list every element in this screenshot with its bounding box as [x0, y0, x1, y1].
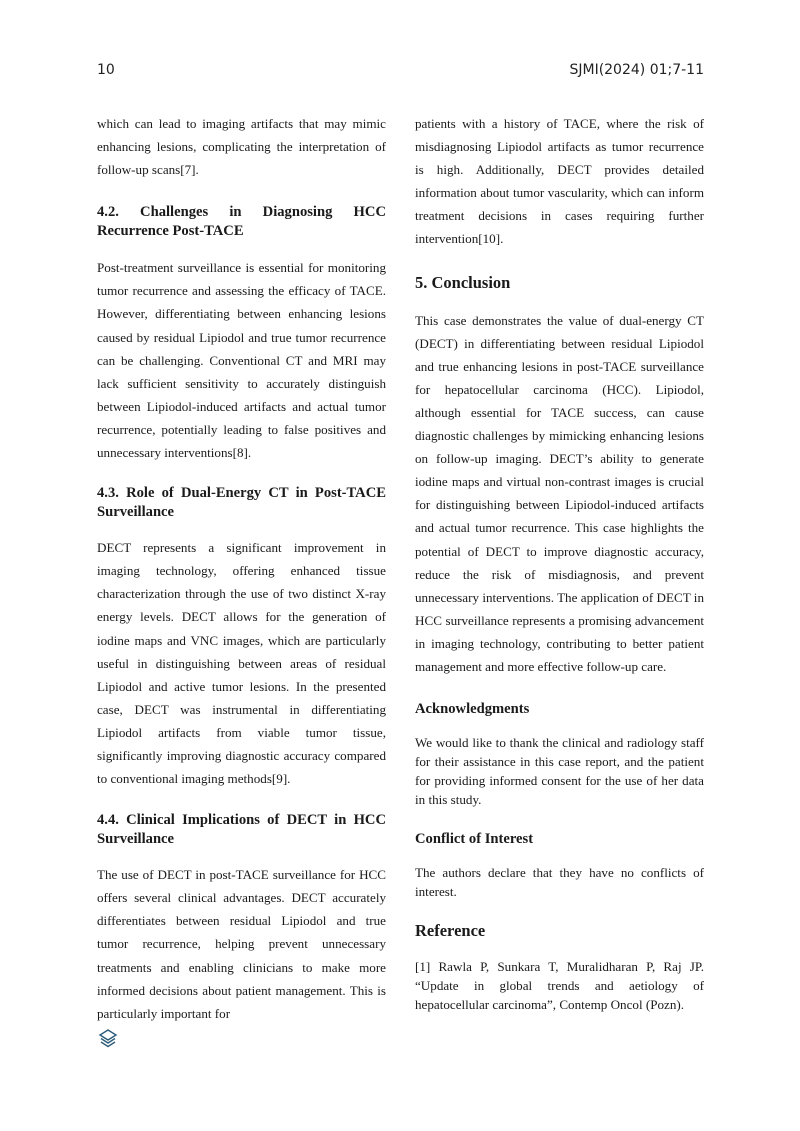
- conclusion-paragraph: This case demonstrates the value of dual-energy CT (DECT) in differentiating between residual Lipiodol and true enhancing lesions in post-TACE surveillance for hepatocellular carcinoma (HCC). Lipiodol, although essential for TACE success, can cause diagnostic challenges by mimicking enhancing lesions on follow-up imaging. DECT’s ability to generate iodine maps and virtual non-contrast images is crucial for distinguishing between Lipiodol-induced artifacts and actual tumor recurrence. This case highlights the potential of DECT to improve diagnostic accuracy, reduce the risk of misdiagnosis, and prevent unnecessary interventions. The application of DECT in HCC surveillance represents a promising advancement in imaging technology, contributing to better patient management and more effective follow-up care.: [415, 312, 704, 674]
- section-4-4-paragraph: The use of DECT in post-TACE surveillance for HCC offers several clinical advantages. DECT accurately differentiates between residual Lipiodol and true tumor recurrence, helping prevent unnecessary treatments and enabling clinicians to make more informed decisions about patient management. This is particularly important for: [97, 867, 386, 1021]
- section-4-4-heading: [97, 811, 386, 849]
- section-4-4-heading-line2: Surveillance: [97, 831, 175, 848]
- section-4-3-heading-line1: 4.3. Role of Dual-Energy CT in Post-TACE: [97, 485, 386, 502]
- intro-paragraph: which can lead to imaging artifacts that may mimic enhancing lesions, complicating the interpretation of follow-up scans[7].: [97, 116, 386, 178]
- acknowledgments-heading: Acknowledgments: [415, 701, 530, 718]
- right-column: [415, 112, 704, 1014]
- left-column: [97, 112, 386, 1025]
- section-4-2-heading: [97, 203, 386, 241]
- reference-item-1: [1] Rawla P, Sunkara T, Muralidharan P, Raj JP. “Update in global trends and aetiology of hepatocellular carcinoma”, Contemp Oncol (Pozn).: [415, 959, 704, 1013]
- page-number: 10: [97, 62, 115, 78]
- conclusion-heading: 5. Conclusion: [415, 272, 511, 292]
- conflict-paragraph: The authors declare that they have no conflicts of interest.: [415, 865, 704, 900]
- section-4-2-heading-line1: 4.2. Challenges in Diagnosing HCC: [97, 204, 386, 221]
- section-4-3-heading-line2: Surveillance: [97, 504, 175, 521]
- section-4-3-heading: [97, 484, 386, 522]
- journal-citation: SJMI(2024) 01;7-11: [569, 62, 704, 78]
- section-4-4-heading-line1: 4.4. Clinical Implications of DECT in HCC: [97, 812, 386, 829]
- reference-heading: Reference: [415, 921, 486, 941]
- layered-diamond-logo-icon: [97, 1028, 119, 1050]
- section-4-2-heading-line2: Recurrence Post-TACE: [97, 223, 244, 240]
- section-4-3-paragraph: DECT represents a significant improvement in imaging technology, offering enhanced tissue characterization through the use of two distinct X-ray energy levels. DECT allows for the generation of iodine maps and VNC images, which are particularly useful in distinguishing between areas of residual Lipiodol and active tumor lesions. In the presented case, DECT was instrumental in differentiating Lipiodol artifacts from viable tumor tissue, significantly improving diagnostic accuracy compared to conventional imaging methods[9].: [97, 540, 386, 787]
- acknowledgments-paragraph: We would like to thank the clinical and radiology staff for their assistance in this case report, and the patient for providing informed consent for the use of her data in this study.: [415, 735, 704, 808]
- conflict-heading: Conflict of Interest: [415, 831, 534, 848]
- section-4-2-paragraph: Post-treatment surveillance is essential for monitoring tumor recurrence and assessing the efficacy of TACE. However, differentiating between enhancing lesions caused by residual Lipiodol and true tumor recurrence can be challenging. Conventional CT and MRI may lack sufficient sensitivity to accurately distinguish between Lipiodol-induced artifacts and actual tumor recurrence, potentially leading to false positives and unnecessary interventions[8].: [97, 260, 386, 461]
- continued-paragraph: patients with a history of TACE, where the risk of misdiagnosing Lipiodol artifacts as tumor recurrence is high. Additionally, DECT provides detailed information about tumor vascularity, which can inform treatment decisions in cases requiring further intervention[10].: [415, 116, 704, 247]
